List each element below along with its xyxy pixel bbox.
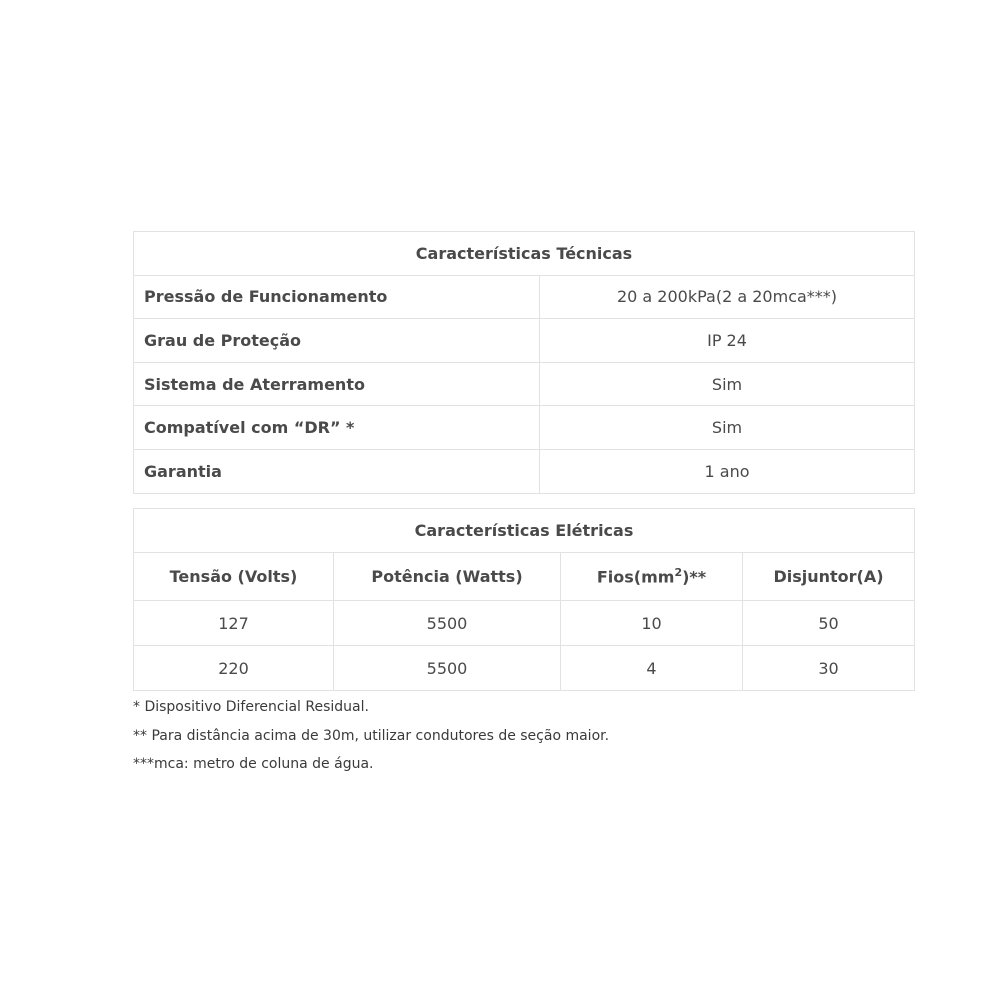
cell-wires: 4 — [561, 646, 743, 691]
electrical-specs-table — [133, 508, 915, 691]
spec-label: Garantia — [134, 449, 540, 493]
header-wires-text: Fios(mm — [596, 567, 675, 587]
cell-breaker: 30 — [743, 646, 915, 691]
table-row — [134, 319, 915, 363]
cell-power: 5500 — [334, 646, 561, 691]
header-wires-sup: 2 — [674, 566, 683, 580]
spec-value: 20 a 200kPa(2 a 20mca***) — [540, 275, 915, 319]
spec-label: Compatível com “DR” * — [134, 406, 540, 450]
spec-value: Sim — [540, 406, 915, 450]
table-row — [134, 406, 915, 450]
table-row — [134, 646, 915, 691]
footnote: * Dispositivo Diferencial Residual. — [133, 699, 369, 715]
footnotes — [133, 693, 609, 779]
footnote: ***mca: metro de coluna de água. — [133, 756, 374, 772]
spec-value: Sim — [540, 362, 915, 406]
cell-voltage: 127 — [134, 601, 334, 646]
table-row — [134, 601, 915, 646]
spec-label: Pressão de Funcionamento — [134, 275, 540, 319]
electrical-specs-title: Características Elétricas — [134, 509, 915, 553]
table-row — [134, 449, 915, 493]
cell-wires: 10 — [561, 601, 743, 646]
technical-specs-title: Características Técnicas — [134, 232, 915, 276]
header-breaker: Disjuntor(A) — [743, 553, 915, 601]
technical-specs-table — [133, 231, 915, 494]
cell-power: 5500 — [334, 601, 561, 646]
table-row — [134, 275, 915, 319]
spec-label: Sistema de Aterramento — [134, 362, 540, 406]
header-voltage: Tensão (Volts) — [134, 553, 334, 601]
cell-voltage: 220 — [134, 646, 334, 691]
spec-value: IP 24 — [540, 319, 915, 363]
table-row — [134, 362, 915, 406]
header-wires-suffix: )** — [682, 567, 707, 587]
spec-label: Grau de Proteção — [134, 319, 540, 363]
header-power: Potência (Watts) — [334, 553, 561, 601]
footnote: ** Para distância acima de 30m, utilizar condutores de seção maior. — [133, 727, 610, 744]
cell-breaker: 50 — [743, 601, 915, 646]
spec-value: 1 ano — [540, 449, 915, 493]
header-wires — [561, 553, 743, 601]
